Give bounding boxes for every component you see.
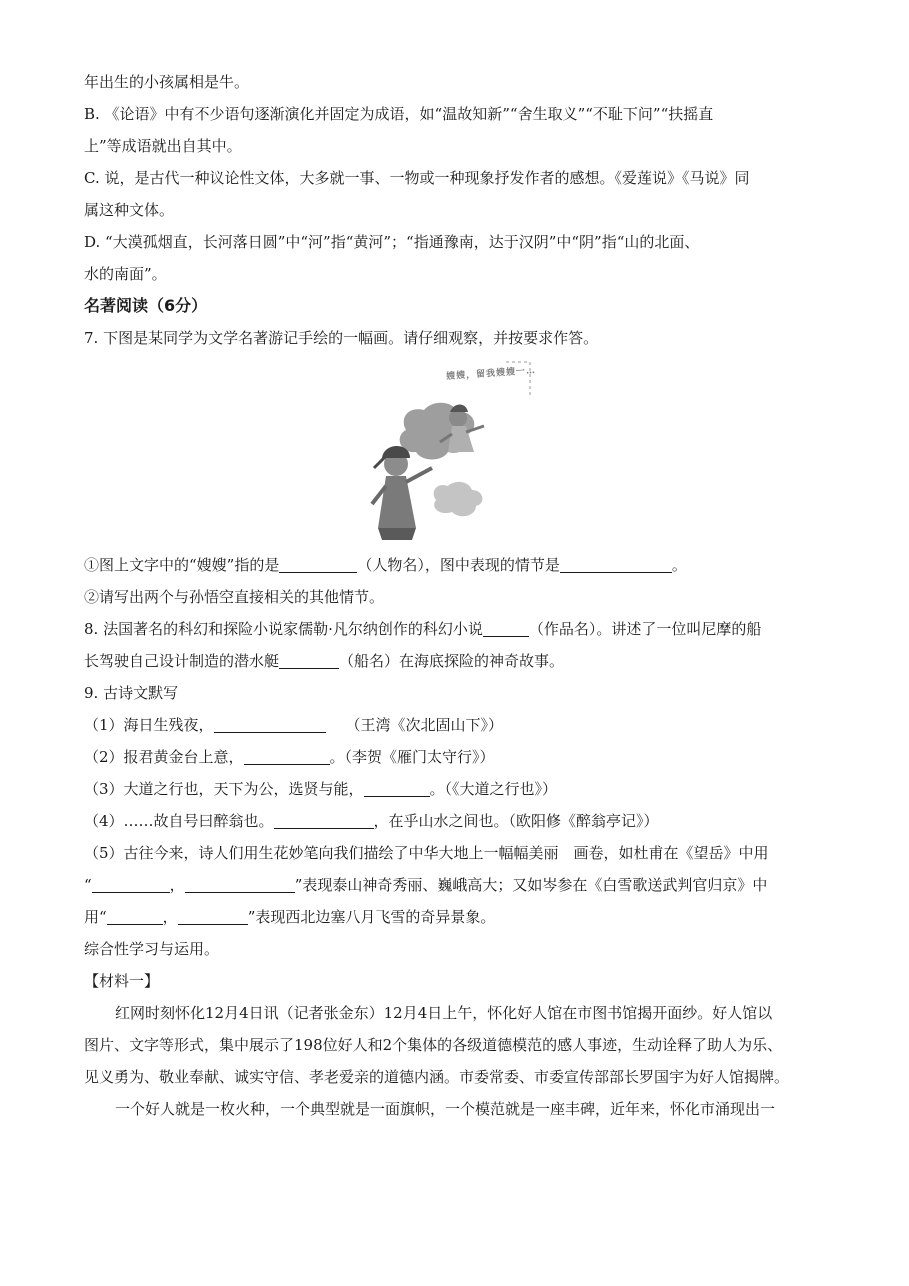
material-paragraph-1-line-3: 见义勇为、敬业奉献、诚实守信、孝老爱亲的道德内涵。市委常委、市委宣传部部长罗国宇为好人馆揭牌。 xyxy=(84,1068,790,1086)
q9-i4-text-b: ，在乎山水之间也。（欧阳修《醉翁亭记》） xyxy=(373,812,659,830)
question-9-item-1 xyxy=(84,709,829,741)
q9-i3-text-b: 。（《大道之行也》） xyxy=(429,780,558,798)
illustration-figure xyxy=(356,358,541,543)
answer-blank[interactable] xyxy=(107,906,163,925)
question-7-sub-2: ②请写出两个与孙悟空直接相关的其他情节。 xyxy=(84,588,385,606)
section-heading: 名著阅读（6分） xyxy=(84,296,208,315)
q7-sub1-text-c: 。 xyxy=(671,556,687,574)
q7-sub1-text-a: ①图上文字中的“嫂嫂”指的是 xyxy=(84,556,280,574)
question-9-item-3 xyxy=(84,773,829,805)
q9-i2-text-a: （2）报君黄金台上意， xyxy=(84,748,244,766)
answer-blank[interactable] xyxy=(244,746,330,765)
material-paragraph-1-line-1: 红网时刻怀化12月4日讯（记者张金东）12月4日上午，怀化好人馆在市图书馆揭开面纱。好人馆以 xyxy=(115,1004,773,1022)
text-line: 年出生的小孩属相是牛。 xyxy=(84,73,250,91)
q9-i5-quote-open: “ xyxy=(84,876,92,894)
q9-i1-text-b: （王湾《次北固山下》） xyxy=(345,716,504,734)
answer-blank[interactable] xyxy=(483,618,529,637)
q9-i5-text-e: ”表现西北边塞八月飞雪的奇异景象。 xyxy=(247,908,496,926)
answer-blank[interactable] xyxy=(279,554,357,573)
exam-page xyxy=(84,66,829,1125)
hand-drawn-illustration xyxy=(356,358,541,543)
option-b-line-1: B. 《论语》中有不少语句逐渐演化并固定为成语，如“温故知新”“舍生取义”“不耻下问”“扶摇直 xyxy=(84,105,714,123)
q9-i5-text-c: ”表现泰山神奇秀丽、巍峨高大；又如岑参在《白雪歌送武判官归京》中 xyxy=(294,876,768,894)
option-b-line-2: 上”等成语就出自其中。 xyxy=(84,137,242,155)
answer-blank[interactable] xyxy=(92,874,170,893)
question-9-title: 9. 古诗文默写 xyxy=(84,684,179,702)
q9-i5-comma: ， xyxy=(169,876,185,894)
answer-blank[interactable] xyxy=(178,906,248,925)
q9-i4-text-a: （4）……故自号曰醉翁也。 xyxy=(84,812,274,830)
question-8-line-2 xyxy=(84,645,829,677)
q9-i3-text-a: （3）大道之行也，天下为公，选贤与能， xyxy=(84,780,364,798)
answer-blank[interactable] xyxy=(279,650,339,669)
option-d-line-2: 水的南面”。 xyxy=(84,265,167,283)
comprehensive-title: 综合性学习与运用。 xyxy=(84,940,220,958)
q9-i5-text-d: 用“ xyxy=(84,908,107,926)
option-c-line-2: 属这种文体。 xyxy=(84,201,175,219)
q8-text-a: 8. 法国著名的科幻和探险小说家儒勒·凡尔纳创作的科幻小说 xyxy=(84,620,483,638)
answer-blank[interactable] xyxy=(560,554,672,573)
option-c-line-1: C. 说，是古代一种议论性文体，大多就一事、一物或一种现象抒发作者的感想。《爱莲说》《马说》同 xyxy=(84,169,750,187)
answer-blank[interactable] xyxy=(364,778,430,797)
q9-i1-text-a: （1）海日生残夜， xyxy=(84,716,214,734)
q9-i2-text-b: 。（李贺《雁门太守行》） xyxy=(329,748,495,766)
q9-i5-comma-2: ， xyxy=(162,908,178,926)
material-paragraph-2-line-1: 一个好人就是一枚火种，一个典型就是一面旗帜，一个模范就是一座丰碑，近年来，怀化市涌现出一 xyxy=(115,1100,776,1118)
option-d-line-1: D. “大漠孤烟直，长河落日圆”中“河”指“黄河”；“指通豫南，达于汉阴”中“阴”指“山的北面、 xyxy=(84,233,700,251)
q8-text-c: 长驾驶自己设计制造的潜水艇 xyxy=(84,652,280,670)
question-9-item-4 xyxy=(84,805,829,837)
question-9-item-2 xyxy=(84,741,829,773)
question-8-line-1 xyxy=(84,613,829,645)
question-7-stem: 7. 下图是某同学为文学名著游记手绘的一幅画。请仔细观察，并按要求作答。 xyxy=(84,329,599,347)
question-9-item-5-line-3 xyxy=(84,901,829,933)
answer-blank[interactable] xyxy=(185,874,295,893)
illustration-caption: 嫂嫂，留我嫂嫂一… xyxy=(445,365,537,383)
q7-sub1-text-b: （人物名），图中表现的情节是 xyxy=(357,556,560,574)
answer-blank[interactable] xyxy=(214,714,326,733)
material-label: 【材料一】 xyxy=(84,972,160,990)
answer-blank[interactable] xyxy=(274,810,374,829)
q8-text-b: （作品名）。讲述了一位叫尼摩的船 xyxy=(528,620,762,638)
question-9-item-5-line-1: （5）古往今来，诗人们用生花妙笔向我们描绘了中华大地上一幅幅美丽 画卷，如杜甫在《望岳》中用 xyxy=(84,844,769,862)
question-7-sub-1 xyxy=(84,549,829,581)
q8-text-d: （船名）在海底探险的神奇故事。 xyxy=(339,652,565,670)
material-paragraph-1-line-2: 图片、文字等形式，集中展示了198位好人和2个集体的各级道德模范的感人事迹，生动诠释了助人为乐、 xyxy=(84,1036,783,1054)
question-9-item-5-line-2 xyxy=(84,869,829,901)
